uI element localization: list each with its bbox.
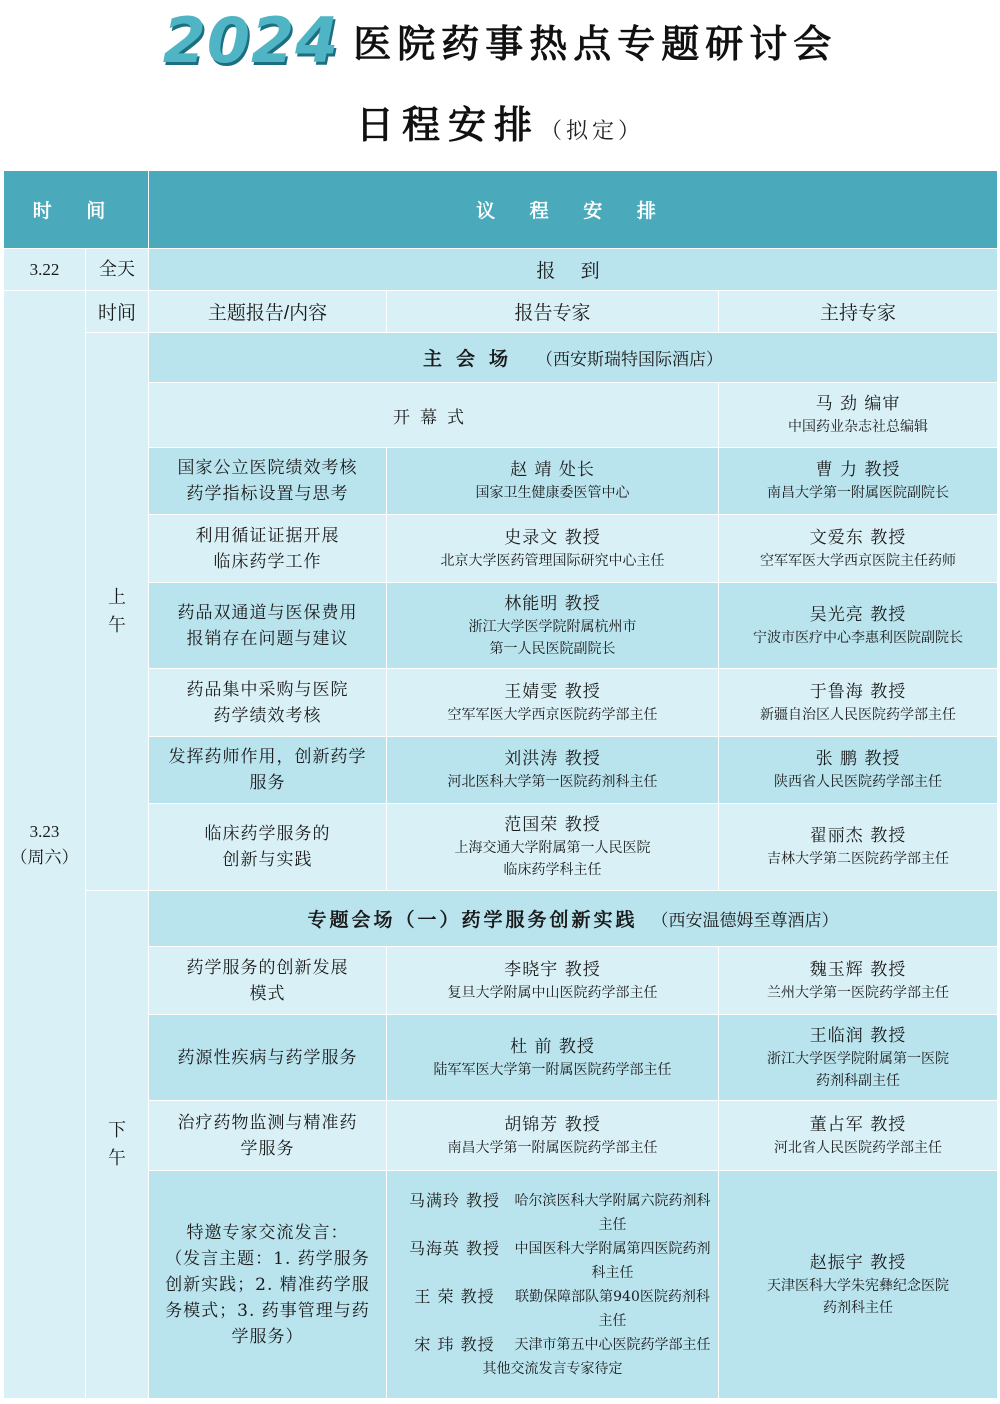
host-name: 董占军 教授 <box>809 1114 907 1135</box>
expert-entry <box>390 1189 715 1237</box>
speaker-name: 林能明 教授 <box>504 593 601 614</box>
host-cell <box>719 583 998 669</box>
opening-host <box>719 383 998 448</box>
checkin-date: 3.22 <box>4 249 86 291</box>
topic-line: 创新实践；2. 精准药学服 <box>165 1274 370 1295</box>
topic-line: 特邀专家交流发言： <box>186 1222 349 1243</box>
host-cell <box>719 515 998 583</box>
host-name: 文爱东 教授 <box>809 527 907 548</box>
host-name: 张 鹏 教授 <box>815 749 901 769</box>
host-name: 王临润 教授 <box>809 1025 907 1046</box>
checkin-period: 全天 <box>86 249 149 291</box>
opening-host-affiliation: 中国药业杂志社总编辑 <box>788 419 928 435</box>
main-venue-name: 主会场 <box>422 348 522 370</box>
speaker-affiliation: 陆军军医大学第一附属医院药学部主任 <box>433 1061 672 1078</box>
draft-note: （拟定） <box>540 119 645 144</box>
special-venue-name: 专题会场（一）药学服务创新实践 <box>307 909 638 931</box>
speaker-affiliation: 南昌大学第一附属医院药学部主任 <box>447 1139 658 1156</box>
column-header-row <box>4 291 998 333</box>
main-venue-location: （西安斯瑞特国际酒店） <box>536 350 723 370</box>
expert-entry <box>390 1237 715 1285</box>
host-cell <box>719 1015 998 1101</box>
conference-title: 医院药事热点专题研讨会 <box>353 22 838 66</box>
host-affiliation: 兰州大学第一医院药学部主任 <box>767 984 949 1001</box>
speaker-cell <box>387 737 719 804</box>
topic-line: 药品集中采购与医院 <box>186 679 349 700</box>
speaker-cell <box>387 448 719 515</box>
special-venue-location: （西安温德姆至尊酒店） <box>651 911 839 931</box>
topic-line: 药学服务的创新发展 <box>186 957 349 978</box>
topic-line: 药学指标设置与思考 <box>186 484 349 504</box>
exchange-host-cell <box>719 1171 998 1399</box>
host-affiliation: 吉林大学第二医院药学部主任 <box>767 851 949 867</box>
expert-affiliation: 哈尔滨医科大学附属六院药剂科主任 <box>514 1192 711 1233</box>
morning-label: 上午 <box>107 586 126 636</box>
host-cell <box>719 737 998 804</box>
exchange-row <box>4 1171 998 1399</box>
expert-entry <box>390 1333 715 1357</box>
host-cell <box>719 1101 998 1171</box>
expert-affiliation: 联勤保障部队第940医院药剂科主任 <box>515 1288 710 1329</box>
table-header-row <box>4 171 998 249</box>
topic-cell <box>149 737 387 804</box>
expert-name: 王 荣 教授 <box>414 1286 495 1306</box>
table-row <box>4 1101 998 1171</box>
special-venue-row <box>4 891 998 947</box>
expert-name: 马满玲 教授 <box>408 1190 501 1210</box>
topic-cell <box>149 583 387 669</box>
speaker-cell <box>387 804 719 891</box>
topic-line: （发言主题：1. 药学服务 <box>165 1248 370 1269</box>
topic-cell <box>149 515 387 583</box>
morning-period-cell <box>86 333 149 891</box>
host-name: 翟丽杰 教授 <box>809 826 907 846</box>
exchange-experts-cell <box>387 1171 719 1399</box>
col-host: 主持专家 <box>719 291 998 333</box>
table-row <box>4 515 998 583</box>
speaker-name: 史录文 教授 <box>504 527 601 548</box>
year-label: 2024 <box>162 4 340 77</box>
topic-line: 务模式；3. 药事管理与药 <box>165 1300 370 1321</box>
host-cell <box>719 669 998 737</box>
topic-line: 药源性疾病与药学服务 <box>177 1047 358 1068</box>
topic-line: 药品双通道与医保费用 <box>177 602 358 623</box>
host-cell <box>719 448 998 515</box>
host-affiliation: 天津医科大学朱宪彝纪念医院 <box>767 1277 949 1294</box>
host-affiliation: 药剂科主任 <box>823 1299 893 1316</box>
main-venue-row <box>4 333 998 383</box>
speaker-affiliation: 国家卫生健康委医管中心 <box>475 485 630 501</box>
speaker-name: 杜 前 教授 <box>510 1036 595 1057</box>
speaker-cell <box>387 515 719 583</box>
exchange-note: 其他交流发言专家待定 <box>482 1360 623 1377</box>
opening-host-name: 马 劲 编审 <box>815 394 901 414</box>
header-time: 时 间 <box>4 171 149 249</box>
host-affiliation: 药剂科副主任 <box>816 1072 900 1089</box>
opening-row <box>4 383 998 448</box>
topic-line: 模式 <box>249 983 286 1004</box>
schedule-table <box>3 170 998 1399</box>
topic-line: 临床药学服务的 <box>204 824 331 844</box>
topic-line: 国家公立医院绩效考核 <box>177 458 358 478</box>
subtitle-row <box>0 94 1000 149</box>
col-speaker: 报告专家 <box>387 291 719 333</box>
topic-cell <box>149 669 387 737</box>
host-name: 于鲁海 教授 <box>809 681 907 702</box>
speaker-affiliation: 第一人民医院副院长 <box>489 640 616 657</box>
speaker-affiliation: 浙江大学医学院附属杭州市 <box>468 618 637 635</box>
table-row <box>4 669 998 737</box>
expert-entry <box>390 1285 715 1333</box>
header-agenda: 议 程 安 排 <box>149 171 998 249</box>
opening-ceremony: 开幕式 <box>149 383 719 448</box>
col-time: 时间 <box>86 291 149 333</box>
day2-date: 3.23 <box>29 821 60 841</box>
host-cell <box>719 947 998 1015</box>
host-name: 曹 力 教授 <box>815 460 901 480</box>
speaker-affiliation: 河北医科大学第一医院药剂科主任 <box>447 774 658 790</box>
speaker-affiliation: 临床药学科主任 <box>503 862 602 878</box>
topic-line: 学服务） <box>231 1326 304 1347</box>
topic-line: 学服务 <box>240 1138 295 1159</box>
speaker-cell <box>387 583 719 669</box>
checkin-content: 报 到 <box>149 249 998 291</box>
speaker-affiliation: 复旦大学附属中山医院药学部主任 <box>447 984 658 1001</box>
special-venue <box>149 891 998 947</box>
topic-cell <box>149 947 387 1015</box>
topic-line: 服务 <box>249 773 286 793</box>
afternoon-period-cell <box>86 891 149 1399</box>
day2-weekday: （周六） <box>10 847 79 867</box>
speaker-name: 刘洪涛 教授 <box>504 749 601 769</box>
table-row <box>4 448 998 515</box>
exchange-topic-cell <box>149 1171 387 1399</box>
table-row <box>4 583 998 669</box>
table-row <box>4 947 998 1015</box>
topic-cell <box>149 1015 387 1101</box>
topic-cell <box>149 448 387 515</box>
host-affiliation: 空军军医大学西京医院主任药师 <box>760 552 956 569</box>
speaker-name: 王婧雯 教授 <box>504 681 601 702</box>
speaker-name: 赵 靖 处长 <box>510 460 595 480</box>
speaker-cell <box>387 669 719 737</box>
speaker-cell <box>387 1101 719 1171</box>
table-row <box>4 1015 998 1101</box>
topic-line: 创新与实践 <box>222 850 313 870</box>
topic-line: 发挥药师作用，创新药学 <box>168 747 367 767</box>
expert-affiliation: 天津市第五中心医院药学部主任 <box>514 1336 711 1353</box>
speaker-cell <box>387 1015 719 1101</box>
expert-name: 宋 玮 教授 <box>414 1334 495 1354</box>
expert-affiliation: 中国医科大学附属第四医院药剂科主任 <box>514 1240 711 1281</box>
host-name: 赵振宇 教授 <box>809 1252 907 1273</box>
topic-cell <box>149 1101 387 1171</box>
afternoon-label: 下午 <box>107 1119 126 1169</box>
topic-line: 临床药学工作 <box>213 551 322 572</box>
title-row <box>0 4 1000 90</box>
checkin-row <box>4 249 998 291</box>
host-affiliation: 新疆自治区人民医院药学部主任 <box>760 706 956 723</box>
topic-line: 治疗药物监测与精准药 <box>177 1112 358 1133</box>
col-topic: 主题报告/内容 <box>149 291 387 333</box>
topic-line: 报销存在问题与建议 <box>186 628 349 649</box>
speaker-name: 范国荣 教授 <box>504 815 601 835</box>
table-row <box>4 804 998 891</box>
host-name: 魏玉辉 教授 <box>809 959 907 980</box>
speaker-cell <box>387 947 719 1015</box>
host-affiliation: 陕西省人民医院药学部主任 <box>774 774 942 790</box>
host-affiliation: 南昌大学第一附属医院副院长 <box>767 485 949 501</box>
speaker-affiliation: 空军军医大学西京医院药学部主任 <box>447 706 658 723</box>
speaker-affiliation: 上海交通大学附属第一人民医院 <box>454 840 651 856</box>
host-affiliation: 河北省人民医院药学部主任 <box>774 1139 942 1156</box>
table-row <box>4 737 998 804</box>
speaker-affiliation: 北京大学医药管理国际研究中心主任 <box>440 552 665 569</box>
schedule-title: 日程安排 <box>355 103 540 147</box>
topic-line: 利用循证证据开展 <box>195 525 340 546</box>
host-affiliation: 宁波市医疗中心李惠利医院副院长 <box>753 629 963 646</box>
speaker-name: 李晓宇 教授 <box>504 959 601 980</box>
host-name: 吴光亮 教授 <box>809 604 907 625</box>
expert-name: 马海英 教授 <box>408 1238 501 1258</box>
host-affiliation: 浙江大学医学院附属第一医院 <box>767 1050 949 1067</box>
topic-line: 药学绩效考核 <box>213 705 322 726</box>
day2-date-cell <box>4 291 86 1399</box>
topic-cell <box>149 804 387 891</box>
host-cell <box>719 804 998 891</box>
main-venue <box>149 333 998 383</box>
speaker-name: 胡锦芳 教授 <box>504 1114 601 1135</box>
